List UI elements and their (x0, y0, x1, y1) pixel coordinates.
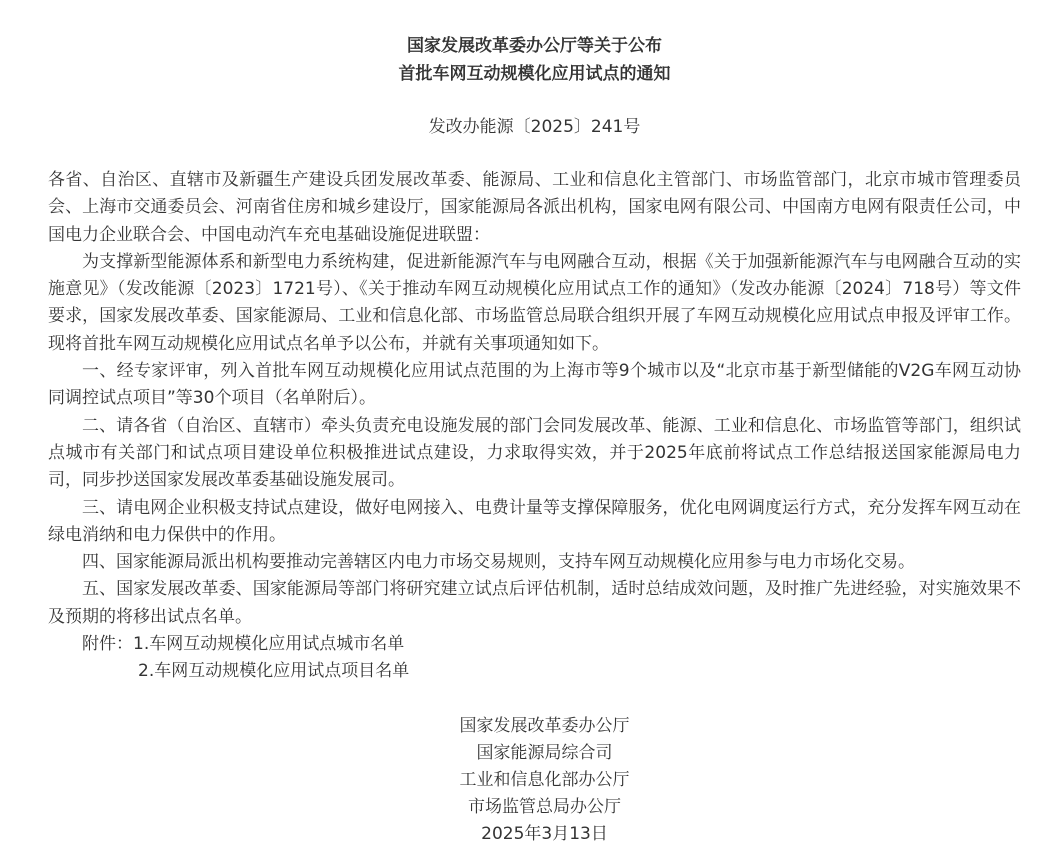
paragraph-item-3: 三、请电网企业积极支持试点建设，做好电网接入、电费计量等支撑保障服务，优化电网调度运行方式，充分发挥车网互动在绿电消纳和电力保供中的作用。 (48, 497, 1021, 545)
issue-date: 2025年3月13日 (481, 823, 608, 844)
signatory-miit: 工业和信息化部办公厅 (459, 769, 630, 790)
attachment-line-2: 2.车网互动规模化应用试点项目名单 (138, 661, 410, 682)
signatory-samr: 市场监管总局办公厅 (468, 796, 621, 817)
signature-block (58, 713, 1031, 848)
paragraph-intro: 为支撑新型能源体系和新型电力系统构建，促进新能源汽车与电网融合互动，根据《关于加强新能源汽车与电网融合互动的实施意见》（发改能源〔2023〕1721号）、《关于推动车网互动规模化应用试点工作的通知》（发改办能源〔2024〕718号）等文件要求，国家发展改革委、国家能源局、工业和信息化部、市场监管总局联合组织开展了车网互动规模化应用试点申报及评审工作。现将首批车网互动规模化应用试点名单予以公布，并就有关事项通知如下。 (48, 251, 1021, 354)
signatory-nea: 国家能源局综合司 (476, 742, 613, 763)
paragraph-item-4: 四、国家能源局派出机构要推动完善辖区内电力市场交易规则，支持车网互动规模化应用参与电力市场化交易。 (82, 552, 915, 573)
document-number: 发改办能源〔2025〕241号 (428, 117, 641, 137)
title-line-2: 首批车网互动规模化应用试点的通知 (398, 64, 671, 84)
attachment-line-1: 附件：1.车网互动规模化应用试点城市名单 (82, 634, 405, 655)
paragraph-item-1: 一、经专家评审，列入首批车网互动规模化应用试点范围的为上海市等9个城市以及“北京市基于新型储能的V2G车网互动协同调控试点项目”等30个项目（名单附后）。 (48, 361, 1021, 409)
document-title (48, 0, 1021, 88)
paragraph-item-5: 五、国家发展改革委、国家能源局等部门将研究建立试点后评估机制，适时总结成效问题，及时推广先进经验，对实施效果不及预期的将移出试点名单。 (48, 579, 1021, 627)
paragraph-item-2: 二、请各省（自治区、直辖市）牵头负责充电设施发展的部门会同发展改革、能源、工业和信息化、市场监管等部门，组织试点城市有关部门和试点项目建设单位积极推进试点建设，力求取得实效，并于2025年底前将试点工作总结报送国家能源局电力司，同步抄送国家发展改革委基础设施发展司。 (48, 415, 1021, 491)
document-body (48, 167, 1021, 686)
signatory-ndrc: 国家发展改革委办公厅 (459, 715, 630, 736)
title-line-1: 国家发展改革委办公厅等关于公布 (407, 36, 662, 56)
addressees: 各省、自治区、直辖市及新疆生产建设兵团发展改革委、能源局、工业和信息化主管部门、市场监管部门，北京市城市管理委员会、上海市交通委员会、河南省住房和城乡建设厅，国家能源局各派出机构，国家电网有限公司、中国南方电网有限责任公司，中国电力企业联合会、中国电动汽车充电基础设施促进联盟： (48, 170, 1021, 245)
